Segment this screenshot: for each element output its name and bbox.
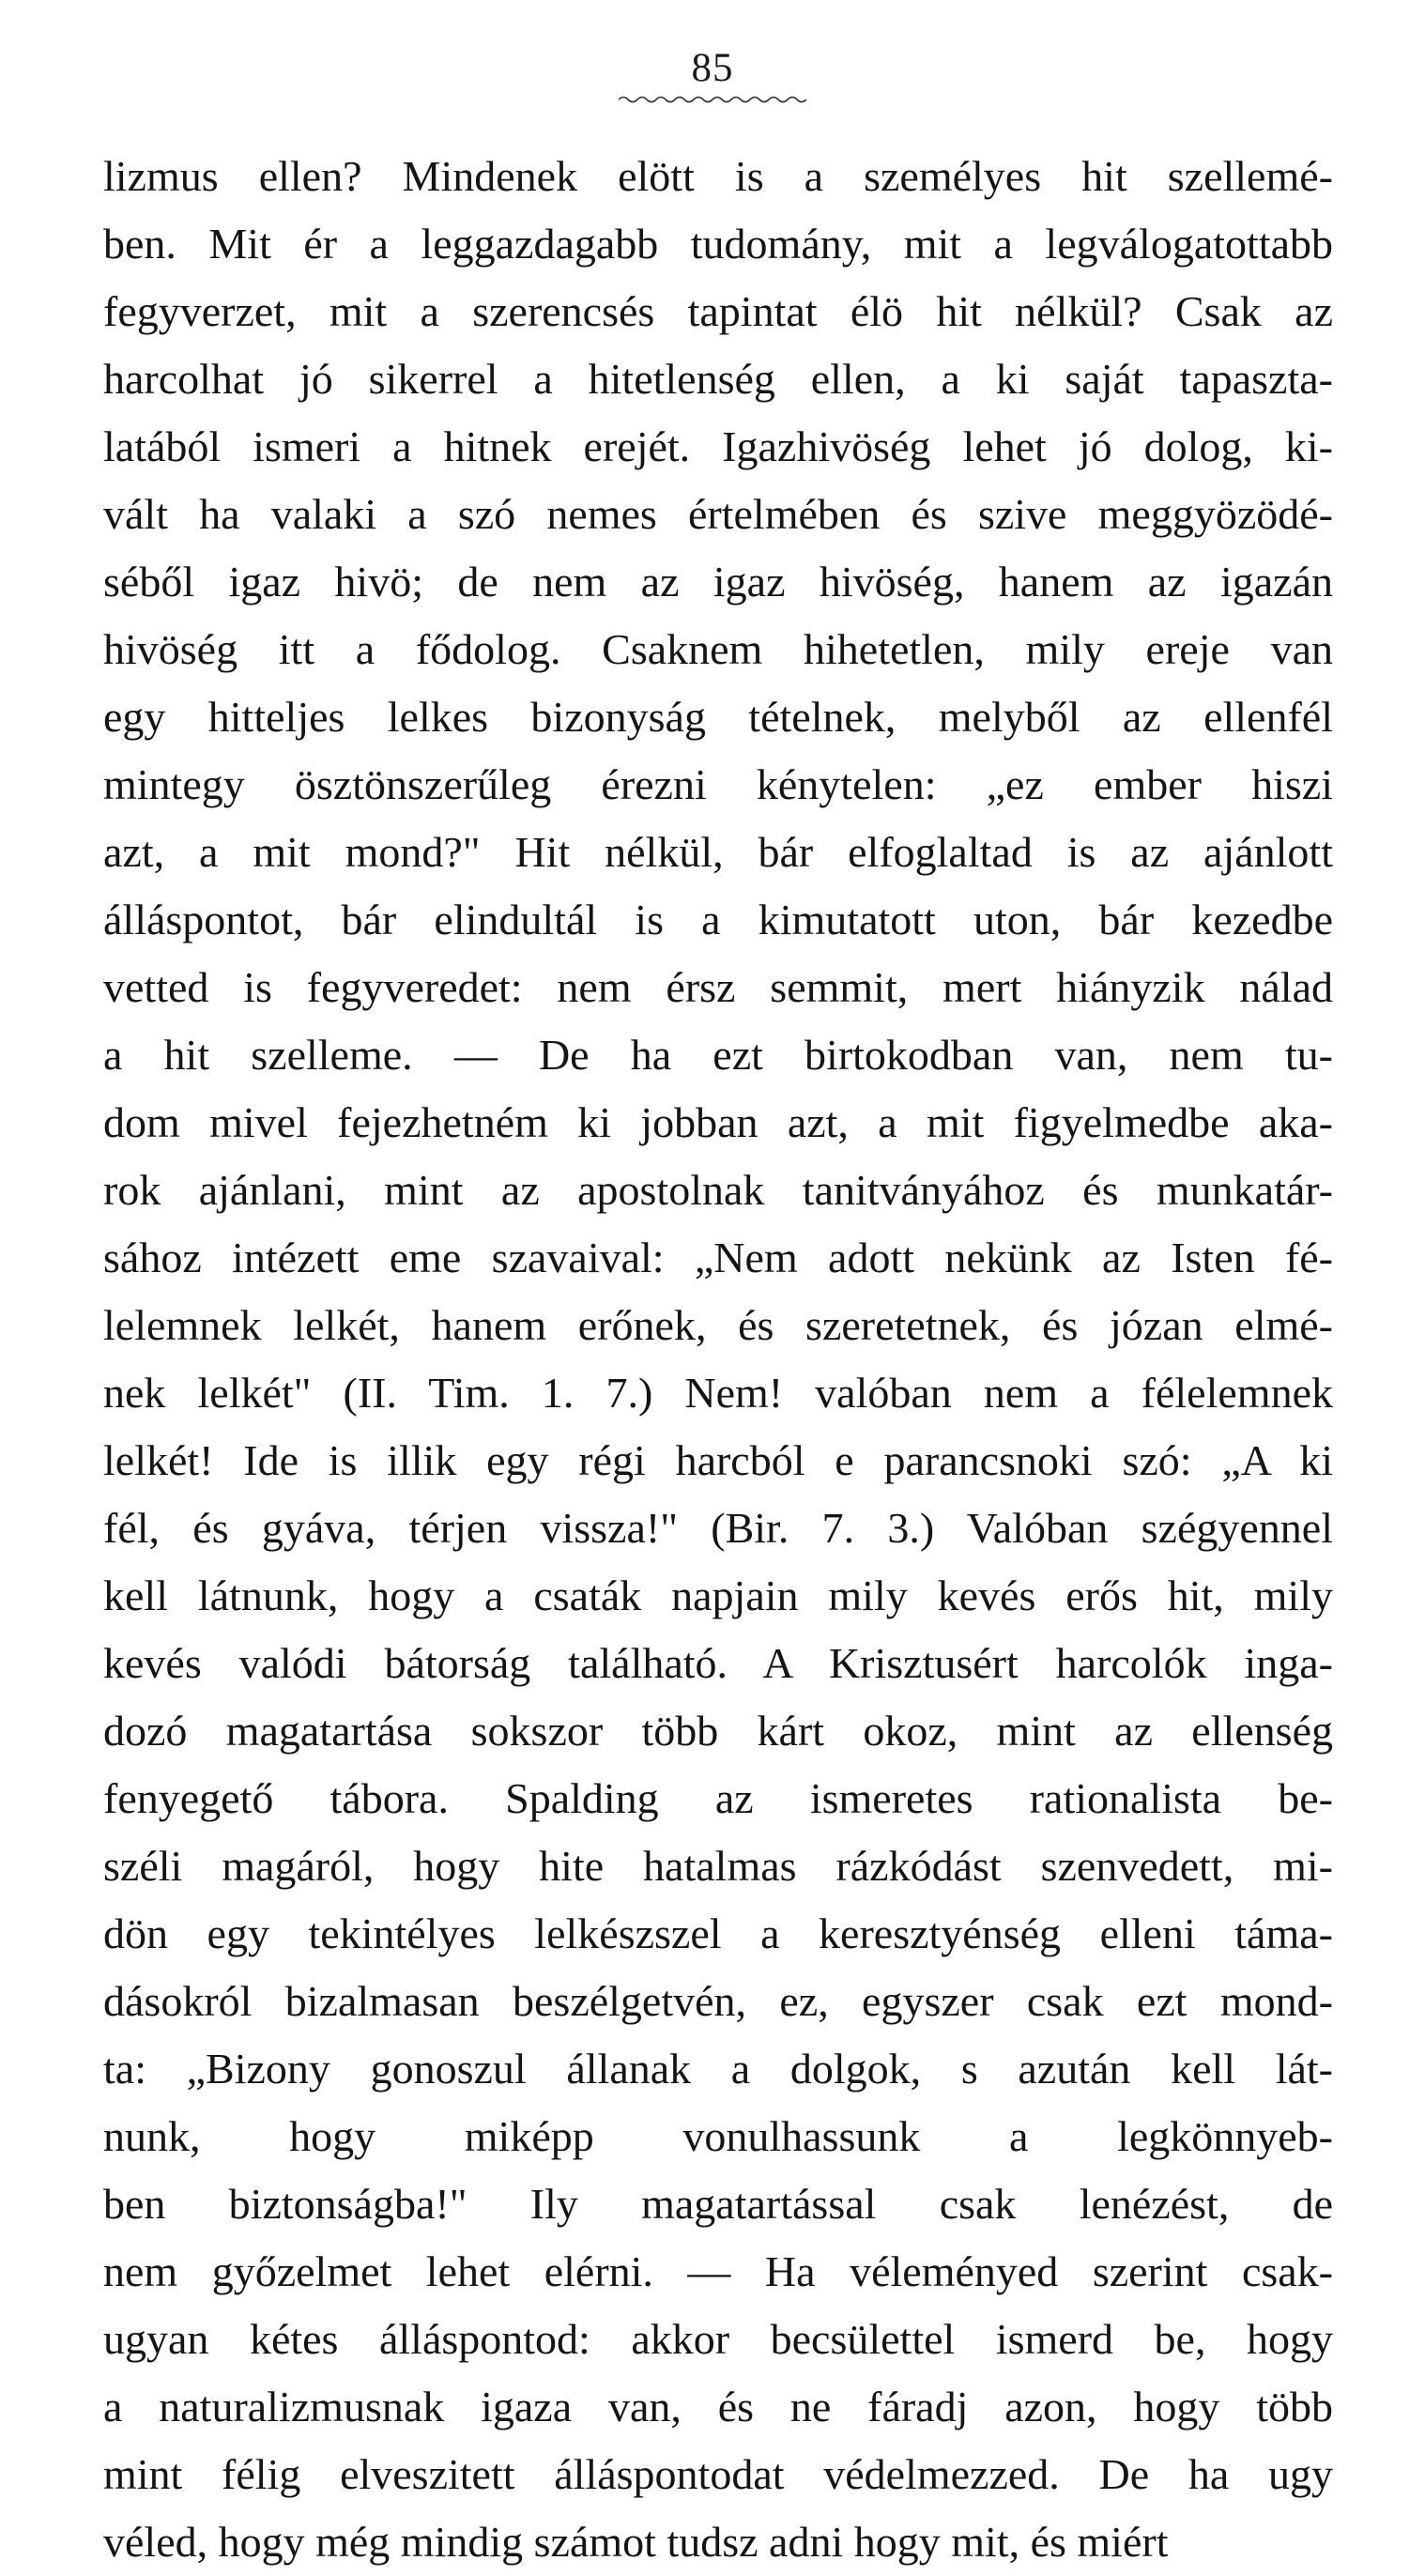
text-line: mintegy ösztönszerűleg érezni kénytelen: „ez ember hiszi	[103, 760, 1333, 808]
text-line: a hit szelleme. — De ha ezt birtokodban van, nem tu-	[103, 1031, 1333, 1079]
text-line: egy hitteljes lelkes bizonyság tételnek, melyből az ellenfél	[103, 693, 1333, 741]
text-line: sához intézett eme szavaival: „Nem adott nekünk az Isten fé-	[103, 1234, 1333, 1281]
text-line: fenyegető tábora. Spalding az ismeretes rationalista be-	[103, 1774, 1333, 1822]
text-line: ugyan kétes álláspontod: akkor becsülettel ismerd be, hogy	[103, 2315, 1333, 2363]
text-line: hivöség itt a fődolog. Csaknem hihetetlen, mily ereje van	[103, 625, 1333, 673]
text-line: harcolhat jó sikerrel a hitetlenség ellen, a ki saját tapaszta-	[103, 355, 1333, 403]
text-line: ta: „Bizony gonoszul állanak a dolgok, s azután kell lát-	[103, 2045, 1333, 2093]
text-line: széli magáról, hogy hite hatalmas rázkódást szenvedett, mi-	[103, 1842, 1333, 1890]
text-line: dásokról bizalmasan beszélgetvén, ez, egyszer csak ezt mond-	[103, 1977, 1333, 2025]
text-line: dozó magatartása sokszor több kárt okoz, mint az ellenség	[103, 1707, 1333, 1755]
text-line: lelemnek lelkét, hanem erőnek, és szeretetnek, és józan elmé-	[103, 1301, 1333, 1349]
text-line: lizmus ellen? Mindenek elött is a személyes hit szellemé-	[103, 152, 1333, 200]
text-line: kevés valódi bátorság található. A Krisztusért harcolók inga-	[103, 1639, 1333, 1687]
wavy-rule-ornament	[619, 95, 806, 104]
text-line: kell látnunk, hogy a csaták napjain mily kevés erős hit, mily	[103, 1572, 1333, 1619]
text-line: ben. Mit ér a leggazdagabb tudomány, mit a legválogatottabb	[103, 220, 1333, 268]
text-line: álláspontot, bár elindultál is a kimutatott uton, bár kezedbe	[103, 896, 1333, 943]
text-line: dom mivel fejezhetném ki jobban azt, a mit figyelmedbe aka-	[103, 1098, 1333, 1146]
text-line: fél, és gyáva, térjen vissza!" (Bir. 7. 3.) Valóban szégyennel	[103, 1504, 1333, 1552]
text-line: nunk, hogy miképp vonulhassunk a legkönnyeb-	[103, 2112, 1333, 2160]
text-line: ben biztonságba!" Ily magatartással csak lenézést, de	[103, 2180, 1333, 2228]
body-text	[103, 143, 1333, 2576]
text-line: rok ajánlani, mint az apostolnak tanitványához és munkatár-	[103, 1166, 1333, 1214]
text-line: dön egy tekintélyes lelkészszel a keresztyénség elleni táma-	[103, 1909, 1333, 1957]
text-line: latából ismeri a hitnek erejét. Igazhivöség lehet jó dolog, ki-	[103, 422, 1333, 470]
text-line: mint félig elveszitett álláspontodat védelmezzed. De ha ugy	[103, 2450, 1333, 2498]
text-line: a naturalizmusnak igaza van, és ne fáradj azon, hogy több	[103, 2383, 1333, 2430]
text-line: vetted is fegyveredet: nem érsz semmit, mert hiányzik nálad	[103, 963, 1333, 1011]
text-line: lelkét! Ide is illik egy régi harcból e parancsnoki szó: „A ki	[103, 1436, 1333, 1484]
text-line: nem győzelmet lehet elérni. — Ha véleményed szerint csak-	[103, 2247, 1333, 2295]
text-line: azt, a mit mond?" Hit nélkül, bár elfoglaltad is az ajánlott	[103, 828, 1333, 876]
text-line: séből igaz hivö; de nem az igaz hivöség, hanem az igazán	[103, 558, 1333, 606]
text-line: fegyverzet, mit a szerencsés tapintat élö hit nélkül? Csak az	[103, 287, 1333, 335]
page-number: 85	[691, 46, 734, 90]
text-line: nek lelkét" (II. Tim. 1. 7.) Nem! valóban nem a félelemnek	[103, 1369, 1333, 1417]
text-line: véled, hogy még mindig számot tudsz adni hogy mit, és miért	[103, 2518, 1169, 2566]
text-line: vált ha valaki a szó nemes értelmében és szive meggyözödé-	[103, 490, 1333, 538]
